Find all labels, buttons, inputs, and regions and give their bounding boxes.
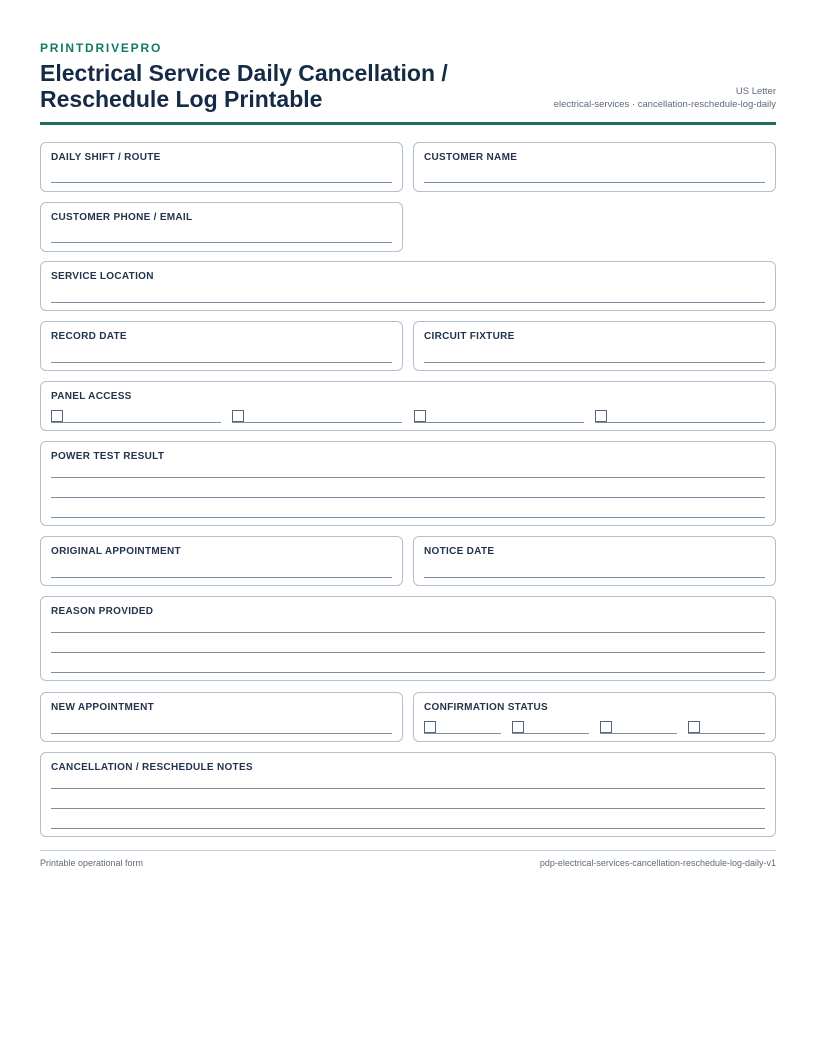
power-test-result-label: POWER TEST RESULT [51,451,165,462]
checkbox[interactable] [600,721,612,733]
record-date-field[interactable] [40,321,403,371]
new-appointment-label: NEW APPOINTMENT [51,702,155,713]
option-line [688,733,765,734]
record-date-line[interactable] [51,362,392,363]
footer-document-id: pdp-electrical-services-cancellation-reschedule-log-daily-v1 [539,858,776,868]
template-path: electrical-services · cancellation-reschedule-log-daily [553,99,776,110]
confirmation-status-option-2[interactable] [512,719,589,734]
service-location-label: SERVICE LOCATION [51,271,154,282]
daily-shift-route-field[interactable] [40,142,403,192]
customer-phone-email-line[interactable] [51,242,392,243]
reason-provided-line-2[interactable] [51,652,765,653]
paper-size: US Letter [735,86,776,97]
original-appointment-field[interactable] [40,536,403,586]
circuit-fixture-field[interactable] [413,321,776,371]
notes-line-3[interactable] [51,828,765,829]
checkbox[interactable] [51,410,63,422]
panel-access-field [40,381,776,431]
reason-provided-line-3[interactable] [51,672,765,673]
notice-date-field[interactable] [413,536,776,586]
power-test-result-line-2[interactable] [51,497,765,498]
daily-shift-route-label: DAILY SHIFT / ROUTE [51,152,161,163]
reason-provided-label: REASON PROVIDED [51,606,154,617]
option-line [512,733,589,734]
footer-left-text: Printable operational form [40,858,144,868]
service-location-line[interactable] [51,302,765,303]
customer-name-field[interactable] [413,142,776,192]
confirmation-status-label: CONFIRMATION STATUS [424,702,549,713]
page-title: Electrical Service Daily Cancellation / Reschedule Log Printable [40,60,448,112]
checkbox[interactable] [688,721,700,733]
notes-label: CANCELLATION / RESCHEDULE NOTES [51,762,253,773]
option-line [414,422,584,423]
reason-provided-field[interactable] [40,596,776,681]
panel-access-option-4[interactable] [595,408,765,423]
checkbox[interactable] [414,410,426,422]
daily-shift-route-line[interactable] [51,182,392,183]
record-date-label: RECORD DATE [51,331,127,342]
circuit-fixture-label: CIRCUIT FIXTURE [424,331,515,342]
brand-name: PRINTDRIVEPRO [40,41,163,55]
option-line [51,422,221,423]
checkbox[interactable] [595,410,607,422]
notes-line-1[interactable] [51,788,765,789]
option-line [424,733,501,734]
checkbox[interactable] [512,721,524,733]
new-appointment-line[interactable] [51,733,392,734]
customer-phone-email-label: CUSTOMER PHONE / EMAIL [51,212,193,223]
confirmation-status-option-3[interactable] [600,719,677,734]
panel-access-label: PANEL ACCESS [51,391,132,402]
power-test-result-field[interactable] [40,441,776,526]
panel-access-option-3[interactable] [414,408,584,423]
customer-name-label: CUSTOMER NAME [424,152,518,163]
notice-date-label: NOTICE DATE [424,546,495,557]
new-appointment-field[interactable] [40,692,403,742]
confirmation-status-option-4[interactable] [688,719,765,734]
option-line [600,733,677,734]
notes-line-2[interactable] [51,808,765,809]
circuit-fixture-line[interactable] [424,362,765,363]
option-line [595,422,765,423]
confirmation-status-field [413,692,776,742]
footer-rule [40,850,776,851]
checkbox[interactable] [424,721,436,733]
original-appointment-label: ORIGINAL APPOINTMENT [51,546,181,557]
reason-provided-line-1[interactable] [51,632,765,633]
power-test-result-line-1[interactable] [51,477,765,478]
checkbox[interactable] [232,410,244,422]
original-appointment-line[interactable] [51,577,392,578]
option-line [232,422,402,423]
power-test-result-line-3[interactable] [51,517,765,518]
customer-phone-email-field[interactable] [40,202,403,252]
service-location-field[interactable] [40,261,776,311]
document-meta [554,85,776,111]
notice-date-line[interactable] [424,577,765,578]
header-rule [40,122,776,125]
customer-name-line[interactable] [424,182,765,183]
confirmation-status-option-1[interactable] [424,719,501,734]
panel-access-option-2[interactable] [232,408,402,423]
notes-field[interactable] [40,752,776,837]
panel-access-option-1[interactable] [51,408,221,423]
